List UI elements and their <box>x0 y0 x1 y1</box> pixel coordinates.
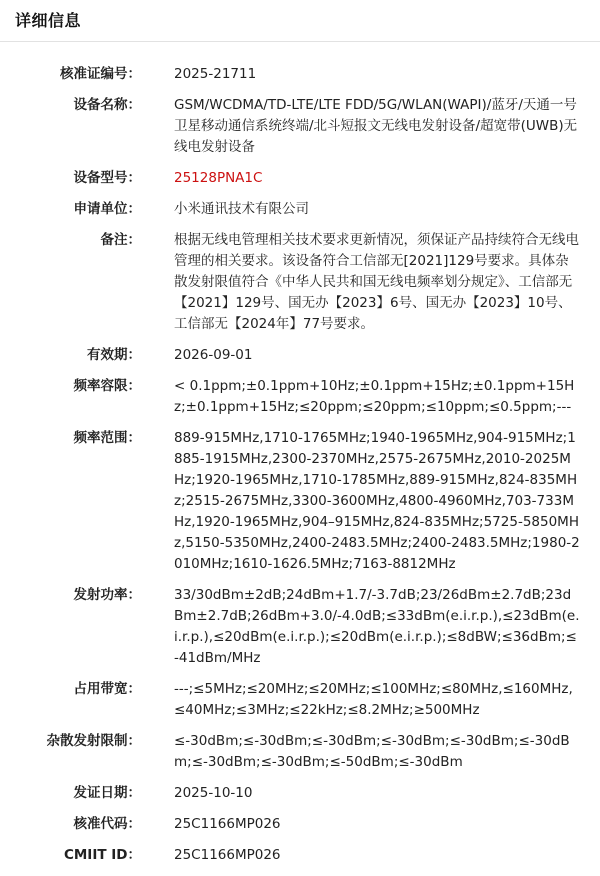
label-applicant: 申请单位： <box>73 201 141 217</box>
row-applicant <box>0 199 600 220</box>
row-remarks <box>0 230 600 335</box>
value-device-model: 25128PNA1C <box>174 170 263 186</box>
value-transmit-power: 33/30dBm±2dB;24dBm+1.7/-3.7dB;23/26dBm±2.7dB;23dBm±2.7dB;26dBm+3.0/-4.0dB;≤33dBm(e.i.r.p.),≤23dBm(e.i.r.p.),≤20dBm(e.i.r.p.);≤20dBm(e.i.r.p.);≤8dBW;≤36dBm;≤-41dBm/MHz <box>174 587 580 666</box>
label-issue-date: 发证日期： <box>73 785 141 801</box>
value-remarks: 根据无线电管理相关技术要求更新情况，须保证产品持续符合无线电管理的相关要求。该设备符合工信部无[2021]129号要求。具体杂散发射限值符合《中华人民共和国无线电频率划分规定》、工信部无【2021】129号、国无办【2023】6号、国无办【2023】10号、工信部无【2024年】77号要求。 <box>174 232 579 332</box>
value-validity: 2026-09-01 <box>174 347 253 363</box>
row-frequency-tolerance <box>0 376 600 418</box>
row-transmit-power <box>0 585 600 669</box>
value-issue-date: 2025-10-10 <box>174 785 253 801</box>
label-validity: 有效期： <box>87 347 141 363</box>
label-frequency-tolerance: 频率容限： <box>73 378 141 394</box>
label-spurious-emission: 杂散发射限制： <box>46 733 141 749</box>
value-applicant: 小米通讯技术有限公司 <box>174 201 309 217</box>
value-frequency-tolerance: < 0.1ppm;±0.1ppm+10Hz;±0.1ppm+15Hz;±0.1ppm+15Hz;±0.1ppm+15Hz;≤20ppm;≤20ppm;≤10ppm;≤0.5ppm;--- <box>174 378 575 415</box>
row-device-model <box>0 168 600 189</box>
value-cmiit-id: 25C1166MP026 <box>174 847 281 863</box>
details-list <box>0 64 600 876</box>
label-approval-code: 核准代码： <box>73 816 141 832</box>
row-validity <box>0 345 600 366</box>
value-occupied-bandwidth: ---;≤5MHz;≤20MHz;≤20MHz;≤100MHz;≤80MHz,≤160MHz,≤40MHz;≤3MHz;≤22kHz;≤8.2MHz;≥500MHz <box>174 681 573 718</box>
page-title: 详细信息 <box>15 11 82 30</box>
details-header <box>0 0 600 42</box>
row-frequency-range <box>0 428 600 575</box>
value-spurious-emission: ≤-30dBm;≤-30dBm;≤-30dBm;≤-30dBm;≤-30dBm;≤-30dBm;≤-30dBm;≤-30dBm;≤-50dBm;≤-30dBm <box>174 733 570 770</box>
label-device-model: 设备型号： <box>73 170 141 186</box>
value-frequency-range: 889-915MHz,1710-1765MHz;1940-1965MHz,904-915MHz;1885-1915MHz,2300-2370MHz,2575-2675MHz,2010-2025MHz;1920-1965MHz,1710-1785MHz,889-915MHz,824-835MHz;2515-2675MHz,3300-3600MHz,4800-4960MHz,703-733MHz,1920-1965MHz,904–915MHz,824-835MHz;5725-5850MHz,5150-5350MHz,2400-2483.5MHz;2400-2483.5MHz;1980-2010MHz;1610-1626.5MHz;7163-8812MHz <box>174 430 580 572</box>
row-device-name <box>0 95 600 158</box>
row-spurious-emission <box>0 731 600 773</box>
label-frequency-range: 频率范围： <box>73 430 141 446</box>
row-occupied-bandwidth <box>0 679 600 721</box>
label-occupied-bandwidth: 占用带宽： <box>73 681 141 697</box>
label-transmit-power: 发射功率： <box>73 587 141 603</box>
value-approval-code: 25C1166MP026 <box>174 816 281 832</box>
row-approval-number <box>0 64 600 85</box>
value-approval-number: 2025-21711 <box>174 66 257 82</box>
value-device-name: GSM/WCDMA/TD-LTE/LTE FDD/5G/WLAN(WAPI)/蓝牙/天通一号卫星移动通信系统终端/北斗短报文无线电发射设备/超宽带(UWB)无线电发射设备 <box>174 97 578 155</box>
label-remarks: 备注： <box>100 232 141 248</box>
label-approval-number: 核准证编号： <box>60 66 141 82</box>
label-device-name: 设备名称： <box>73 97 141 113</box>
row-issue-date <box>0 783 600 804</box>
label-cmiit-id: CMIIT ID： <box>63 847 141 863</box>
row-cmiit-id <box>0 845 600 866</box>
